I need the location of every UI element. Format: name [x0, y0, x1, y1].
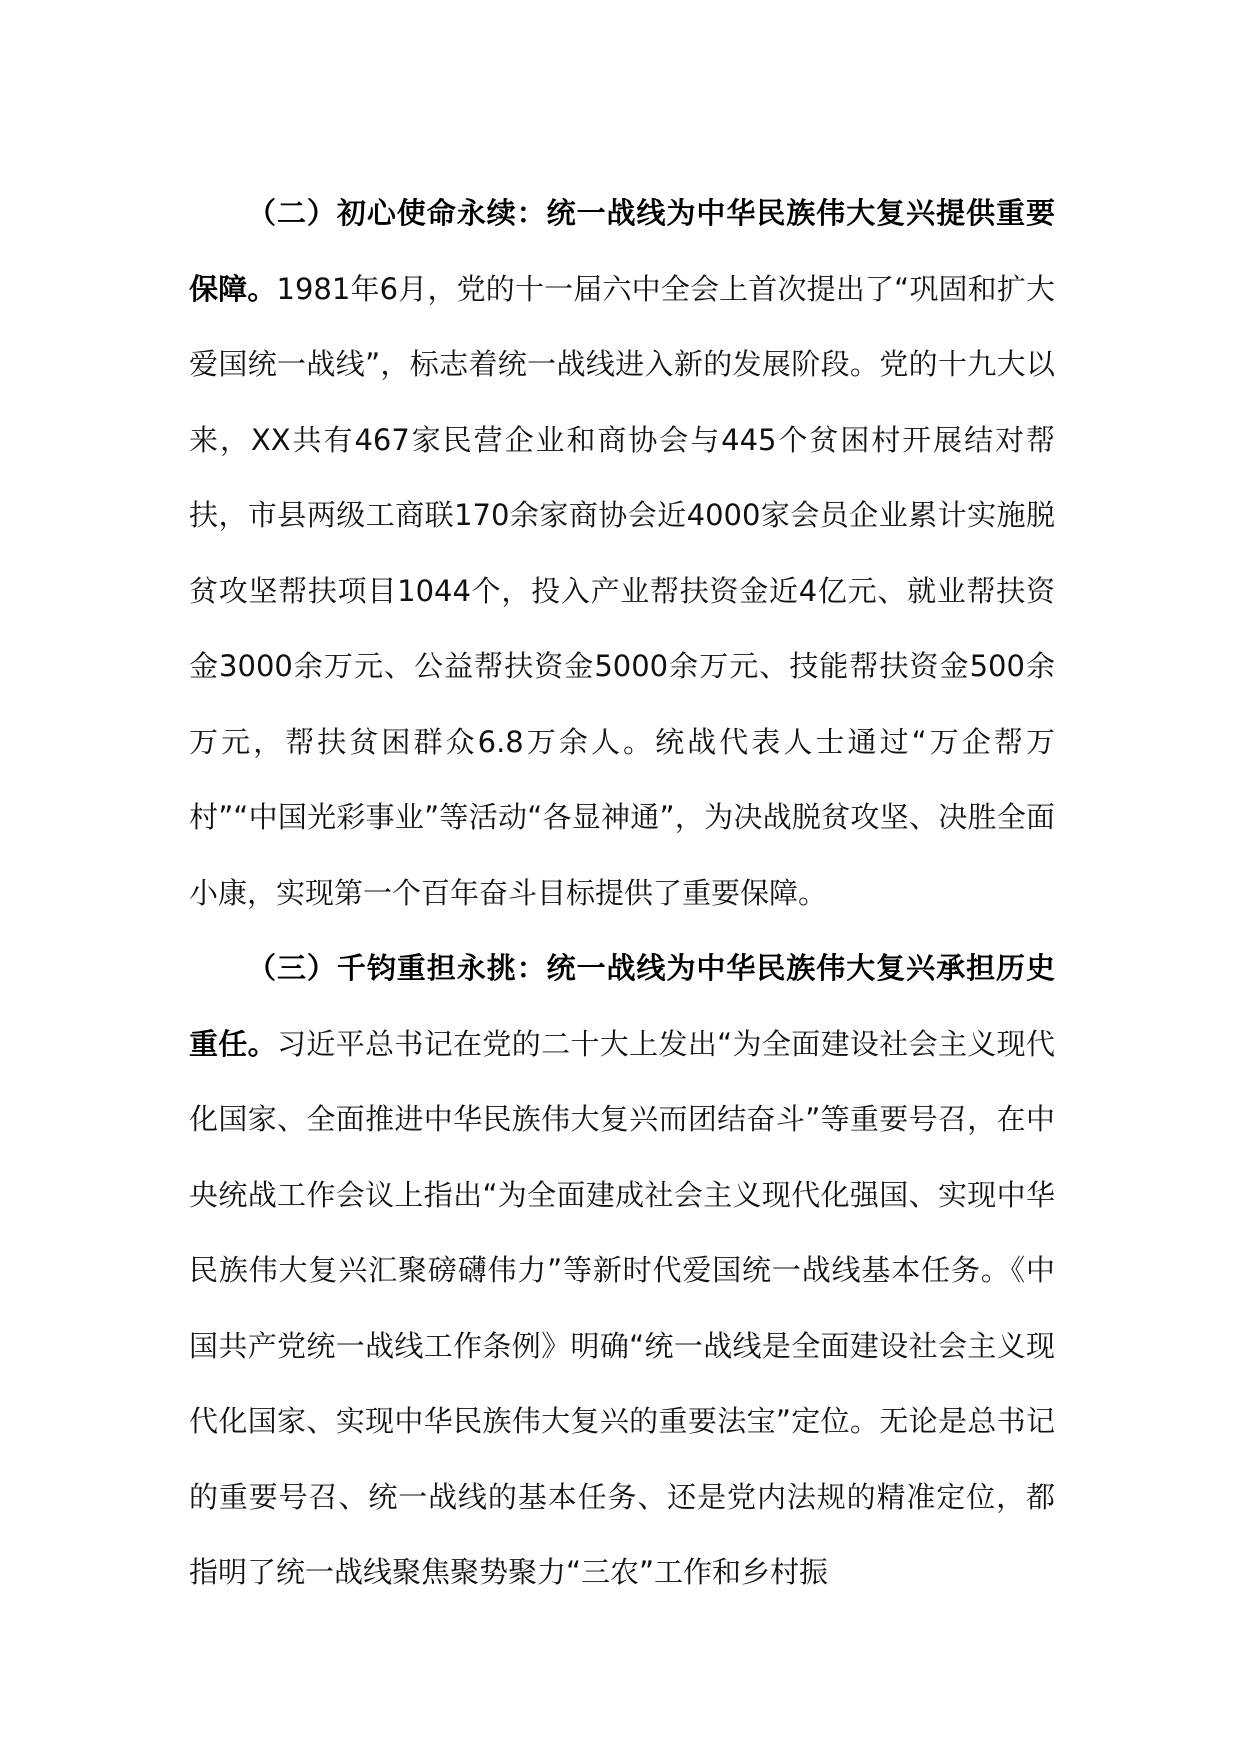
paragraph-section-2 [189, 176, 1055, 931]
section-2-heading: （二）初心使命永续：统一战线为中华民族伟大复兴提供重要保障。 [189, 196, 1055, 306]
section-3-heading: （三）千钧重担永挑：统一战线为中华民族伟大复兴承担历史重任。 [189, 951, 1055, 1061]
section-2-body: 1981年6月，党的十一届六中全会上首次提出了“巩固和扩大爱国统一战线”，标志着统一战线进入新的发展阶段。党的十九大以来，XX共有467家民营企业和商协会与445个贫困村开展结对帮扶，市县两级工商联170余家商协会近4000家会员企业累计实施脱贫攻坚帮扶项目1044个，投入产业帮扶资金近4亿元、就业帮扶资金3000余万元、公益帮扶资金5000余万元、技能帮扶资金500余万元，帮扶贫困群众6.8万余人。统战代表人士通过“万企帮万村”“中国光彩事业”等活动“各显神通”，为决战脱贫攻坚、决胜全面小康，实现第一个百年奋斗目标提供了重要保障。 [189, 271, 1055, 910]
document-body [189, 176, 1055, 1611]
paragraph-section-3 [189, 931, 1055, 1611]
section-3-body: 习近平总书记在党的二十大上发出“为全面建设社会主义现代化国家、全面推进中华民族伟大复兴而团结奋斗”等重要号召，在中央统战工作会议上指出“为全面建成社会主义现代化强国、实现中华民族伟大复兴汇聚磅礴伟力”等新时代爱国统一战线基本任务。《中国共产党统一战线工作条例》明确“统一战线是全面建设社会主义现代化国家、实现中华民族伟大复兴的重要法宝”定位。无论是总书记的重要号召、统一战线的基本任务、还是党内法规的精准定位，都指明了统一战线聚焦聚势聚力“三农”工作和乡村振 [189, 1026, 1055, 1589]
